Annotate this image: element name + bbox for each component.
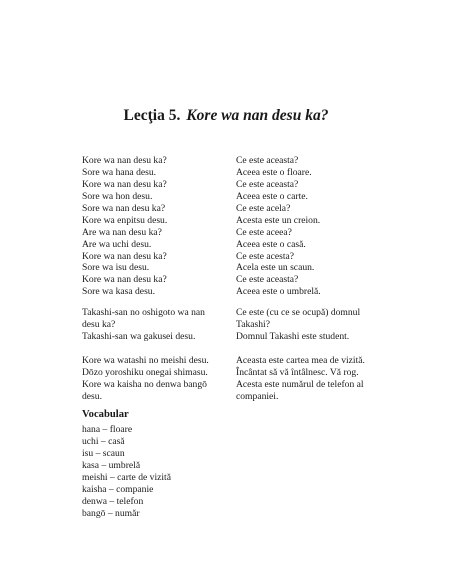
ro-line: Acela este un scaun. — [236, 262, 315, 274]
dialogue3-romanian — [236, 355, 365, 403]
dialogue1-romanian — [236, 155, 321, 298]
ro-line: Aceea este o umbrelă. — [236, 286, 321, 298]
jp-line: Takashi-san wa gakusei desu. — [82, 330, 196, 342]
vocabulary-item: kaisha – companie — [82, 483, 154, 495]
lesson-number: Lecţia 5. — [123, 107, 181, 124]
jp-line: Takashi-san no oshigoto wa nan — [82, 307, 205, 318]
jp-line: Dōzo yoroshiku onegai shimasu. — [82, 366, 208, 378]
jp-line: desu. — [82, 390, 102, 402]
jp-line: Sore wa kasa desu. — [82, 286, 155, 298]
vocabulary-item: kasa – umbrelă — [82, 459, 141, 471]
ro-line: Aceea este o casă. — [236, 238, 306, 250]
dialogue2-japanese — [82, 307, 205, 343]
jp-line: Kore wa nan desu ka? — [82, 155, 167, 166]
vocabulary-list — [82, 424, 171, 520]
dialogue1-japanese — [82, 155, 167, 298]
jp-line: Sore wa nan desu ka? — [82, 202, 166, 214]
vocabulary-item: bangō – număr — [82, 507, 140, 519]
ro-line: Aceea este o floare. — [236, 166, 312, 178]
jp-line: desu ka? — [82, 318, 116, 330]
ro-line: Aceea este o carte. — [236, 190, 308, 202]
ro-line: Încântat să vă întâlnesc. Vă rog. — [236, 366, 359, 378]
ro-line: Ce este aceea? — [236, 226, 292, 238]
ro-line: Ce este aceasta? — [236, 274, 299, 286]
jp-line: Kore wa kaisha no denwa bangō — [82, 378, 207, 390]
jp-line: Kore wa nan desu ka? — [82, 250, 167, 262]
ro-line: Ce este (cu ce se ocupă) domnul — [236, 307, 361, 318]
ro-line: Ce este aceasta? — [236, 155, 299, 166]
vocabulary-item: hana – floare — [82, 424, 133, 435]
lesson-title-japanese: Kore wa nan desu ka? — [186, 107, 329, 124]
jp-line: Are wa nan desu ka? — [82, 226, 162, 238]
ro-line: companiei. — [236, 390, 279, 402]
vocabulary-item: uchi – casă — [82, 435, 125, 447]
jp-line: Kore wa nan desu ka? — [82, 274, 167, 286]
dialogue2-romanian — [236, 307, 360, 343]
ro-line: Ce este aceasta? — [236, 178, 299, 190]
ro-line: Ce este acela? — [236, 202, 291, 214]
lesson-title — [0, 107, 452, 125]
vocabulary-heading: Vocabular — [82, 409, 129, 420]
jp-line: Kore wa watashi no meishi desu. — [82, 355, 209, 366]
jp-line: Sore wa hon desu. — [82, 190, 153, 202]
ro-line: Acesta este numărul de telefon al — [236, 378, 364, 390]
vocabulary-item: meishi – carte de vizită — [82, 471, 171, 483]
jp-line: Kore wa enpitsu desu. — [82, 214, 168, 226]
jp-line: Sore wa isu desu. — [82, 262, 150, 274]
vocabulary-item: isu – scaun — [82, 447, 125, 459]
ro-line: Takashi? — [236, 318, 270, 330]
vocabulary-item: denwa – telefon — [82, 495, 144, 507]
jp-line: Sore wa hana desu. — [82, 166, 157, 178]
ro-line: Ce este acesta? — [236, 250, 295, 262]
dialogue3-japanese — [82, 355, 209, 403]
jp-line: Kore wa nan desu ka? — [82, 178, 167, 190]
jp-line: Are wa uchi desu. — [82, 238, 152, 250]
ro-line: Aceasta este cartea mea de vizită. — [236, 355, 365, 366]
ro-line: Acesta este un creion. — [236, 214, 321, 226]
ro-line: Domnul Takashi este student. — [236, 330, 350, 342]
